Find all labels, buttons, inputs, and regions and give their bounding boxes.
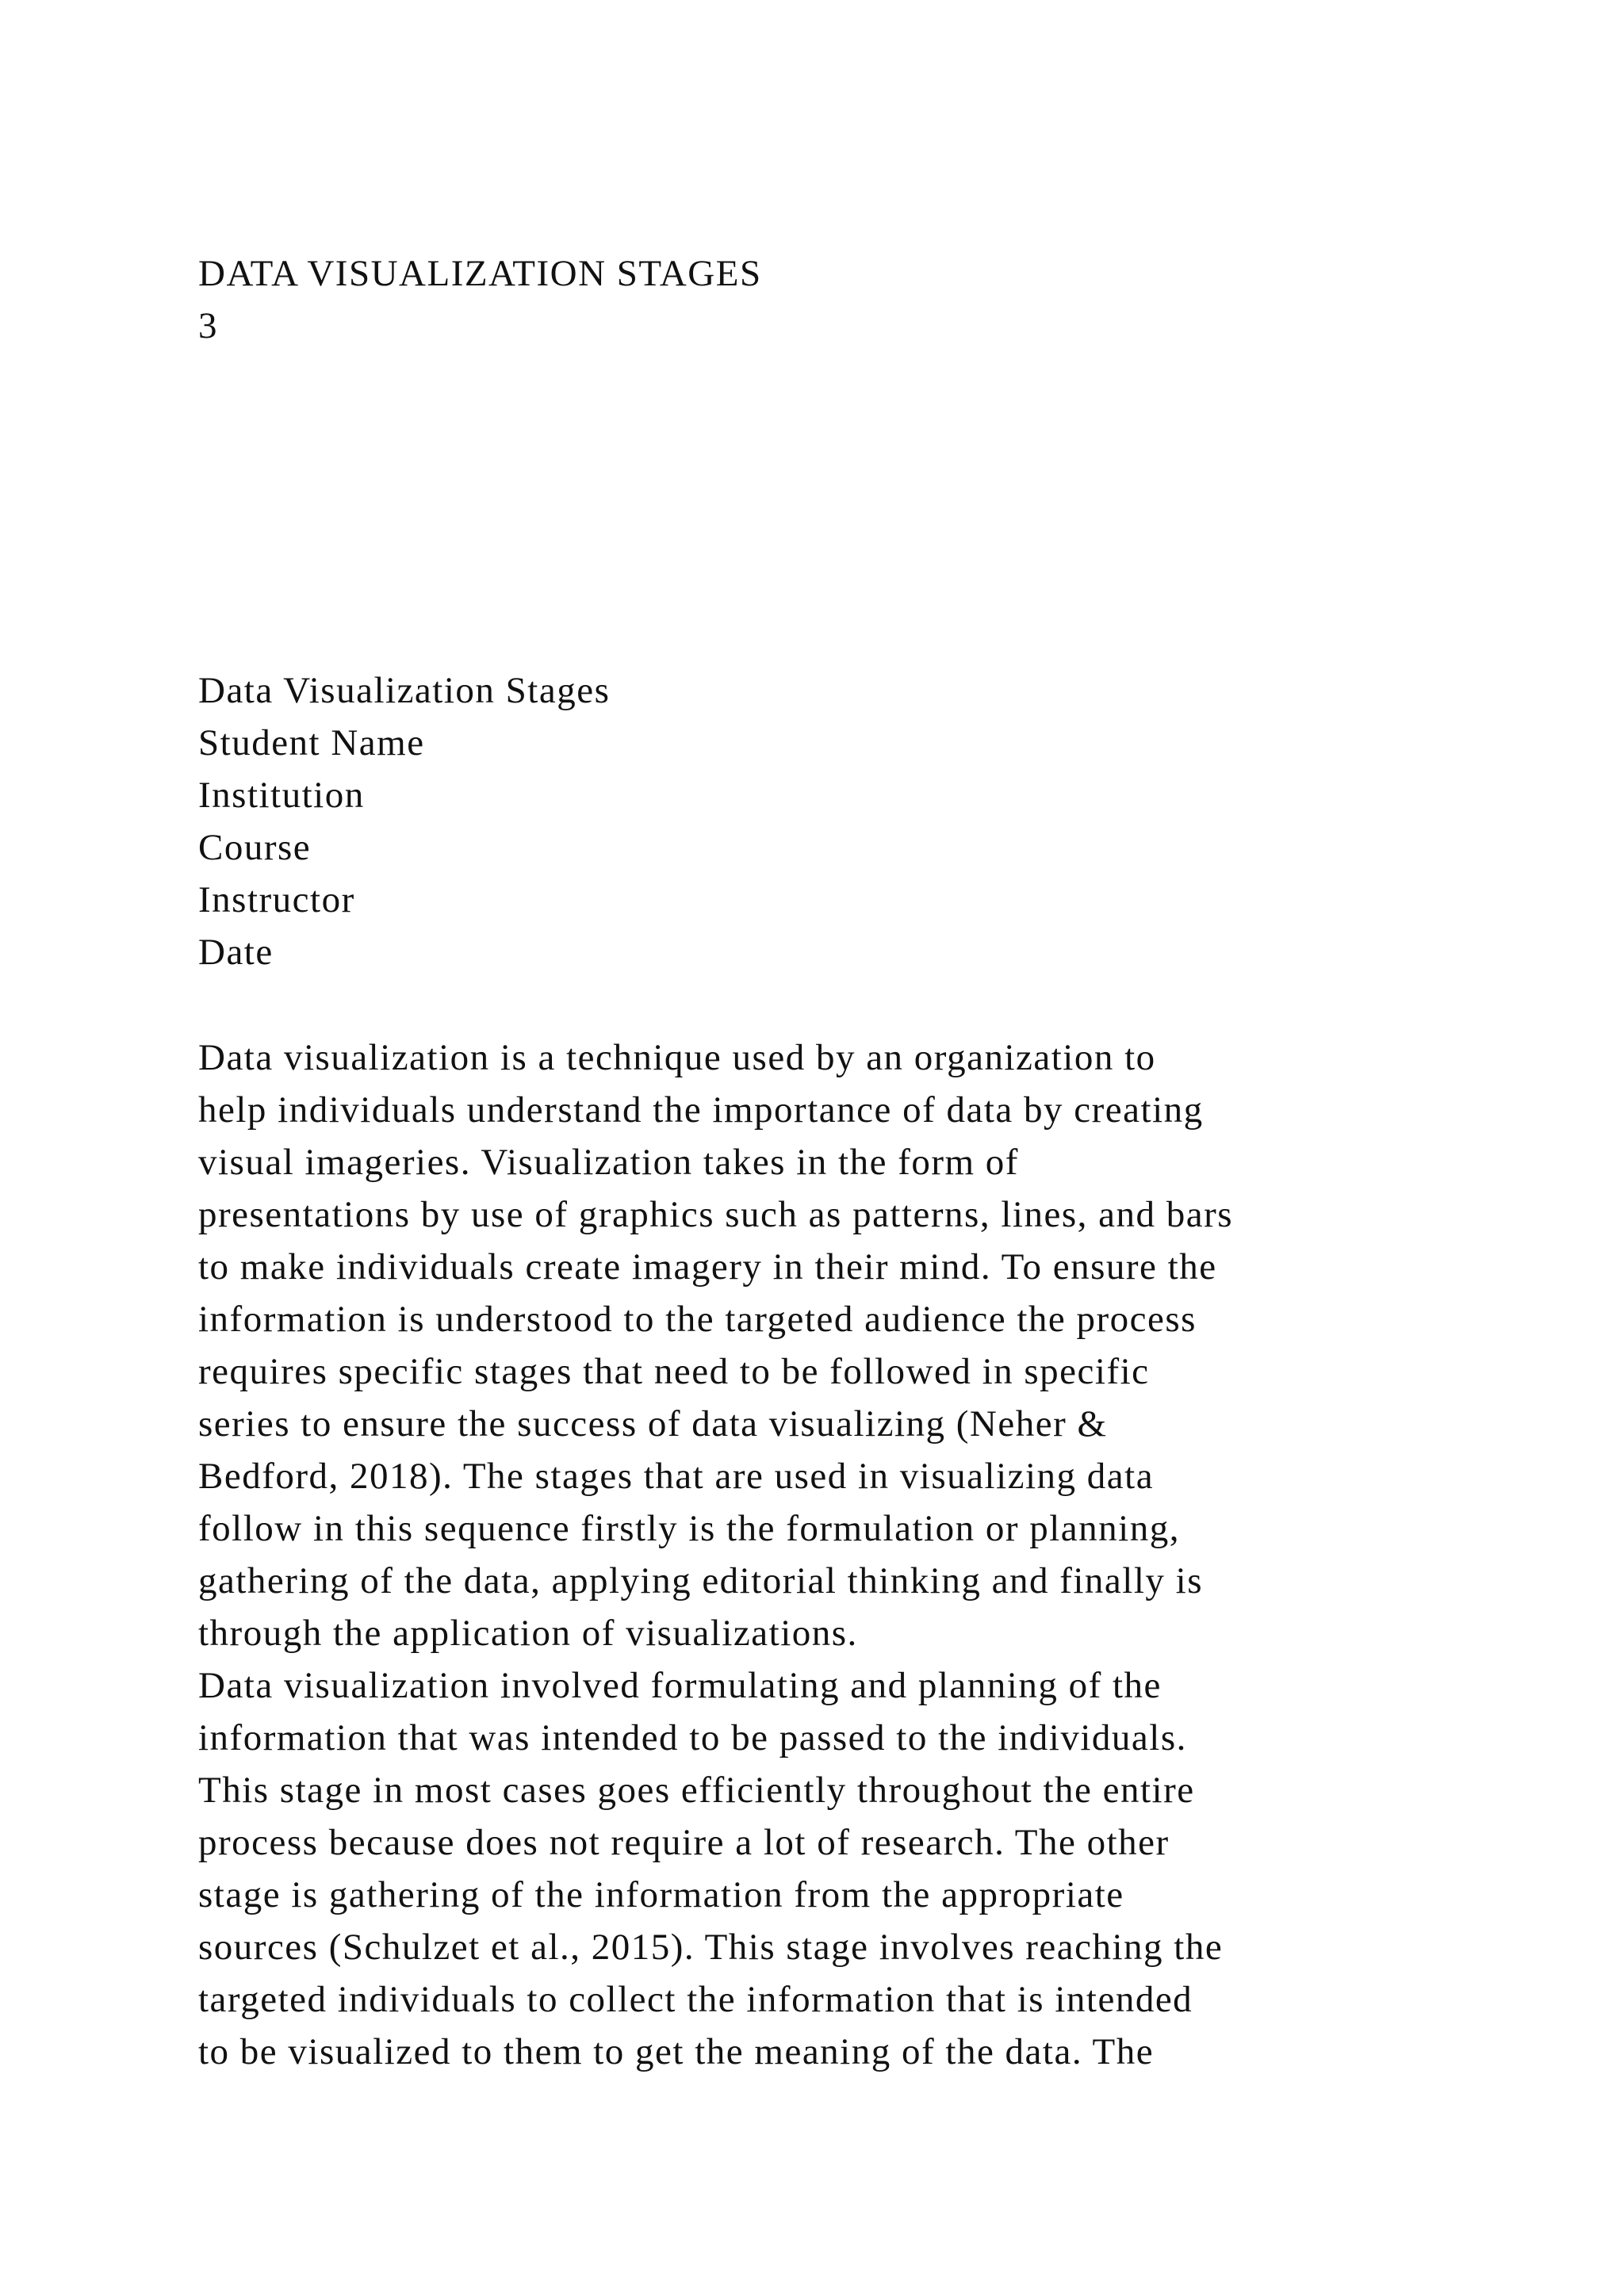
page-number: 3	[198, 305, 218, 346]
student-name: Student Name	[198, 722, 425, 763]
instructor: Instructor	[198, 879, 355, 920]
body-line: targeted individuals to collect the information that is intended	[198, 1979, 1193, 2020]
body-line: sources (Schulzet et al., 2015). This stage involves reaching the	[198, 1927, 1224, 1968]
body-line: presentations by use of graphics such as patterns, lines, and bars	[198, 1194, 1234, 1235]
body-line: stage is gathering of the information from the appropriate	[198, 1874, 1124, 1915]
paper-title: Data Visualization Stages	[198, 670, 611, 711]
body-line: through the application of visualizations.	[198, 1613, 858, 1654]
institution: Institution	[198, 775, 365, 816]
course: Course	[198, 827, 312, 868]
body-line: This stage in most cases goes efficiently throughout the entire	[198, 1770, 1195, 1811]
body-text	[198, 1031, 1233, 2078]
body-line: to be visualized to them to get the meaning of the data. The	[198, 2031, 1155, 2072]
body-line: requires specific stages that need to be followed in specific	[198, 1351, 1150, 1392]
body-line: to make individuals create imagery in their mind. To ensure the	[198, 1246, 1217, 1288]
date: Date	[198, 932, 274, 973]
body-line: Data visualization is a technique used by an organization to	[198, 1037, 1156, 1078]
body-line: visual imageries. Visualization takes in the form of	[198, 1142, 1019, 1183]
title-block	[198, 664, 610, 978]
body-line: series to ensure the success of data visualizing (Neher &	[198, 1403, 1108, 1445]
body-line: Data visualization involved formulating and planning of the	[198, 1665, 1162, 1706]
body-line: information that was intended to be passed to the individuals.	[198, 1717, 1187, 1758]
running-header	[198, 247, 762, 352]
body-line: help individuals understand the importance of data by creating	[198, 1089, 1204, 1131]
body-line: Bedford, 2018). The stages that are used in visualizing data	[198, 1456, 1155, 1497]
running-head-title: DATA VISUALIZATION STAGES	[198, 253, 762, 294]
body-line: information is understood to the targeted audience the process	[198, 1299, 1197, 1340]
body-line: follow in this sequence firstly is the formulation or planning,	[198, 1508, 1180, 1549]
body-line: process because does not require a lot of research. The other	[198, 1822, 1170, 1863]
body-line: gathering of the data, applying editorial thinking and finally is	[198, 1560, 1203, 1601]
